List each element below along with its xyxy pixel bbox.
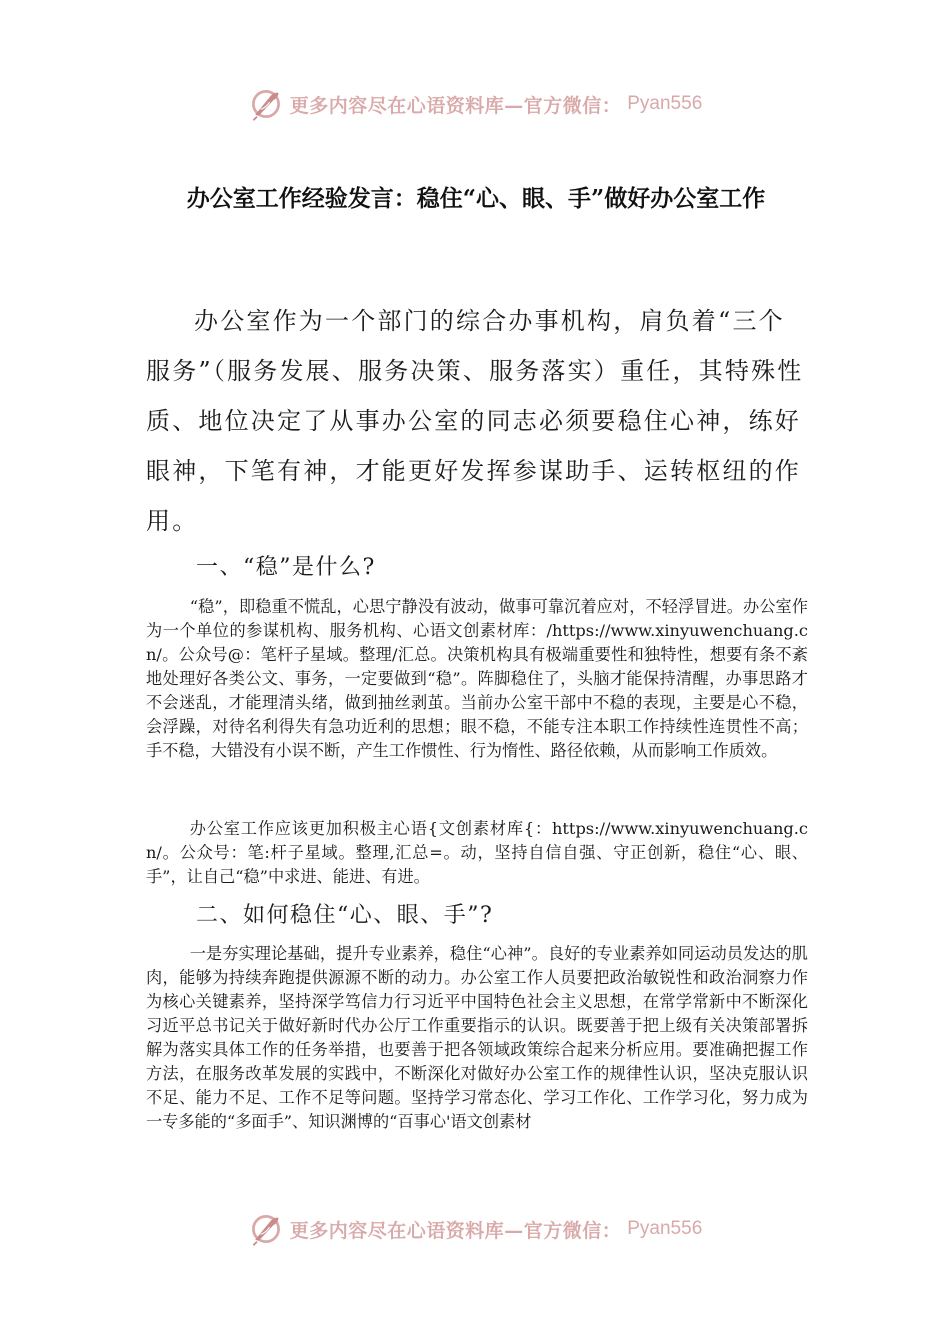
quill-pen-logo-icon <box>248 86 284 122</box>
section-2-heading: 二、如何稳住“心、眼、手”? <box>196 903 494 928</box>
intro-paragraph: 办公室作为一个部门的综合办事机构，肩负着“三个服务”（服务发展、服务决策、服务落实）重任，其特殊性质、地位决定了从事办公室的同志必须要稳住心神，练好眼神，下笔有神，才能更好发挥参谋助手、运转枢纽的作用。 <box>146 307 804 535</box>
footer-banner <box>0 1209 950 1249</box>
banner-text: 更多内容尽在心语资料库—官方微信： <box>289 94 622 117</box>
banner-text: 更多内容尽在心语资料库—官方微信： <box>289 1219 622 1242</box>
header-banner <box>0 84 950 124</box>
quill-pen-logo-icon <box>248 1211 284 1247</box>
banner-wechat-handle: Pyan556 <box>627 1218 703 1239</box>
section-1-heading: 一、“稳”是什么? <box>196 555 376 580</box>
banner-wechat-handle: Pyan556 <box>627 93 703 114</box>
section-1-paragraph-2: 办公室工作应该更加积极主心语{文创素材库{：https://www.xinyuwenchuang.cn/。公众号：笔:杆子星域。整理,汇总=。动，坚持自信自强、守正创新，稳住“心、眼、手”，让自己“稳”中求进、能进、有进。 <box>146 819 808 886</box>
section-1-paragraph-1: “稳”，即稳重不慌乱，心思宁静没有波动，做事可靠沉着应对，不轻浮冒进。办公室作为一个单位的参谋机构、服务机构、心语文创素材库：/https://www.xinyuwenchuang.cn/。公众号@：笔杆子星域。整理/汇总。决策机构具有极端重要性和独特性，想要有条不紊地处理好各类公文、事务，一定要做到“稳”。阵脚稳住了，头脑才能保持清醒，办事思路才不会迷乱，才能理清头绪，做到抽丝剥茧。当前办公室干部中不稳的表现，主要是心不稳，会浮躁，对待名利得失有急功近利的思想；眼不稳，不能专注本职工作持续性连贯性不高；手不稳，大错没有小误不断，产生工作惯性、行为惰性、路径依赖，从而影响工作质效。 <box>146 597 808 760</box>
section-2-paragraph-1: 一是夯实理论基础，提升专业素养，稳住“心神”。良好的专业素养如同运动员发达的肌肉，能够为持续奔跑提供源源不断的动力。办公室工作人员要把政治敏锐性和政治洞察力作为核心关键素养，坚持深学笃信力行习近平中国特色社会主义思想，在常学常新中不断深化习近平总书记关于做好新时代办公厅工作重要指示的认识。既要善于把上级有关决策部署拆解为落实具体工作的任务举措，也要善于把各领域政策综合起来分析应用。要准确把握工作方法，在服务改革发展的实践中，不断深化对做好办公室工作的规律性认识，坚决克服认识不足、能力不足、工作不足等问题。坚持学习常态化、学习工作化、工作学习化，努力成为一专多能的“多面手”、知识渊博的“百事心'语文创素材 <box>146 944 808 1131</box>
document-title: 办公室工作经验发言：稳住“心、眼、手”做好办公室工作 <box>186 185 766 212</box>
